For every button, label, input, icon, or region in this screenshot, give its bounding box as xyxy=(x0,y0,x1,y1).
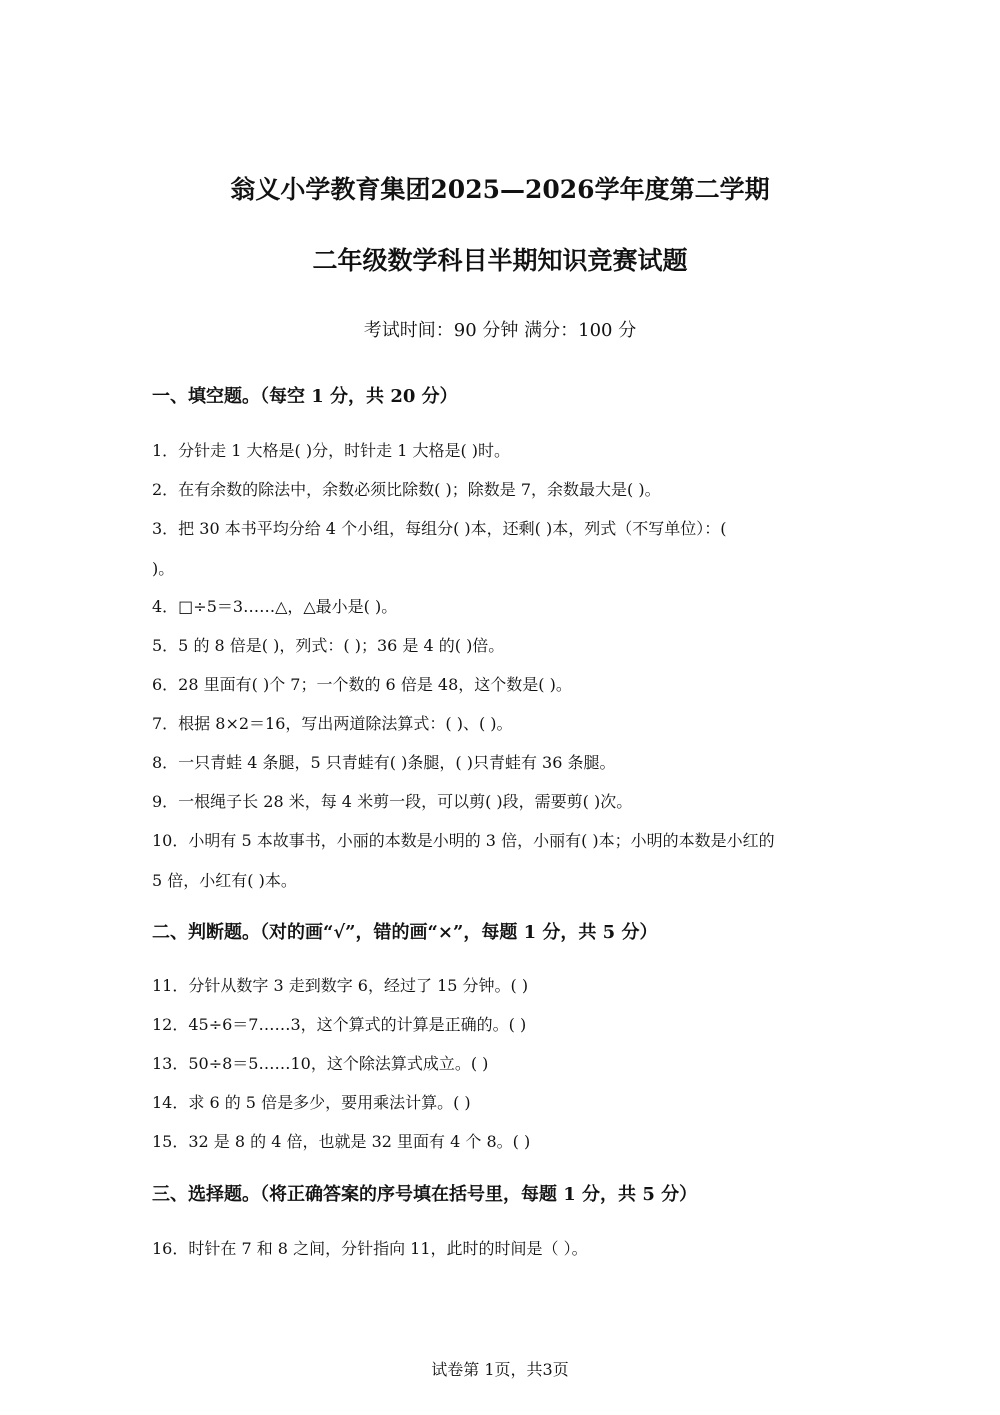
question-11: 11．分针从数字 3 走到数字 6，经过了 15 分钟。( ) xyxy=(152,976,529,995)
exam-title-line-2: 二年级数学科目半期知识竞赛试题 xyxy=(312,246,688,275)
exam-time-and-score: 考试时间：90 分钟 满分：100 分 xyxy=(363,320,637,341)
question-12: 12．45÷6＝7……3，这个算式的计算是正确的。( ) xyxy=(152,1015,527,1034)
question-4: 4．□÷5＝3……△，△最小是( )。 xyxy=(152,597,398,616)
section-heading-multiple-choice: 三、选择题。（将正确答案的序号填在括号里，每题 1 分，共 5 分） xyxy=(152,1184,698,1205)
question-2: 2．在有余数的除法中，余数必须比除数( )；除数是 7，余数最大是( )。 xyxy=(152,480,661,499)
page-footer: 试卷第 1页，共3页 xyxy=(431,1360,569,1379)
exam-title-line-1: 翁义小学教育集团2025—2026学年度第二学期 xyxy=(230,175,770,204)
question-3: 3．把 30 本书平均分给 4 个小组，每组分( )本，还剩( )本，列式（不写单位）：( xyxy=(152,519,727,538)
section-heading-true-false: 二、判断题。（对的画“√”，错的画“×”，每题 1 分，共 5 分） xyxy=(152,922,658,943)
question-14: 14．求 6 的 5 倍是多少，要用乘法计算。( ) xyxy=(152,1093,471,1112)
question-9: 9．一根绳子长 28 米，每 4 米剪一段，可以剪( )段，需要剪( )次。 xyxy=(152,792,633,811)
question-5: 5．5 的 8 倍是( )，列式：( )；36 是 4 的( )倍。 xyxy=(152,636,505,655)
question-13: 13．50÷8＝5……10，这个除法算式成立。( ) xyxy=(152,1054,489,1073)
question-8: 8．一只青蛙 4 条腿，5 只青蛙有( )条腿，( )只青蛙有 36 条腿。 xyxy=(152,753,616,772)
question-3-continuation: )。 xyxy=(152,559,175,578)
question-1: 1．分针走 1 大格是( )分，时针走 1 大格是( )时。 xyxy=(152,441,511,460)
question-15: 15．32 是 8 的 4 倍，也就是 32 里面有 4 个 8。( ) xyxy=(152,1132,531,1151)
section-heading-fill-in-blanks: 一、填空题。（每空 1 分，共 20 分） xyxy=(152,386,458,407)
question-10: 10．小明有 5 本故事书，小丽的本数是小明的 3 倍，小丽有( )本；小明的本数是小红的 xyxy=(152,831,775,850)
question-10-continuation: 5 倍，小红有( )本。 xyxy=(152,871,297,890)
question-7: 7．根据 8×2＝16，写出两道除法算式：( )、( )。 xyxy=(152,714,513,733)
question-16: 16．时针在 7 和 8 之间，分针指向 11，此时的时间是（ ）。 xyxy=(152,1239,588,1258)
question-6: 6．28 里面有( )个 7；一个数的 6 倍是 48，这个数是( )。 xyxy=(152,675,572,694)
